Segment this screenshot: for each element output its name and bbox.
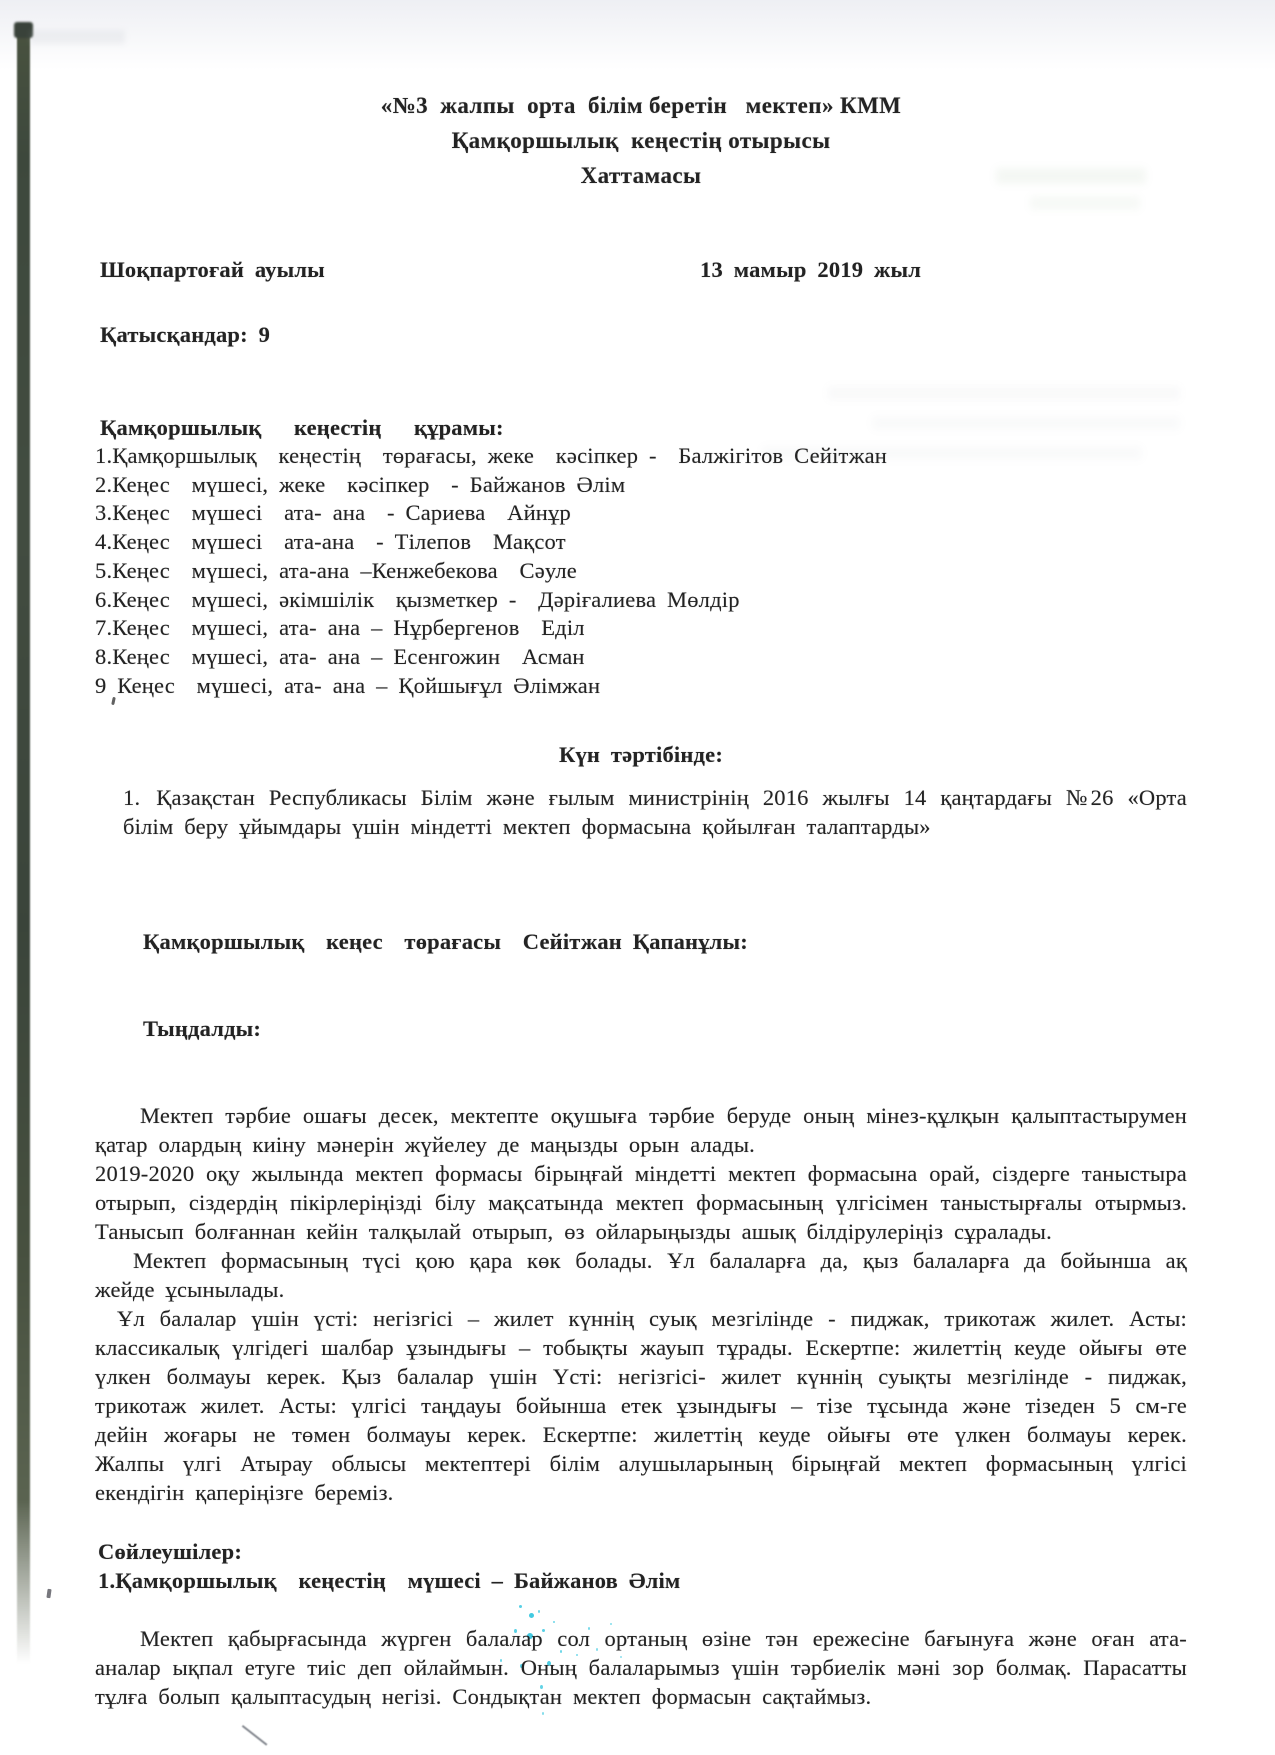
council-composition-heading: Қамқоршылық кеңестің құрамы:: [100, 415, 504, 440]
title-line-1: «№3 жалпы орта білім беретін мектеп» КММ: [380, 93, 902, 118]
member-item: 9 Кеңес мүшесі, ата- ана – Қойшығұл Әлімжан: [95, 672, 601, 698]
member-item: 8.Кеңес мүшесі, ата- ана – Есенгожин Асман: [95, 643, 585, 669]
session-paragraph-1: Мектеп тәрбие ошағы десек, мектепте оқушыға тәрбие беруде оның мінез-құлқын қалыптастырумен қатар олардың киіну мәнерін жүйелеу де маңызды орын алады.: [95, 1103, 1187, 1158]
scan-edge-strip: [17, 24, 30, 1664]
chairman-heading: Қамқоршылық кеңес төрағасы Сейітжан Қапанұлы:: [143, 929, 748, 955]
speaker-1-name-line: 1.Қамқоршылық кеңестің мүшесі – Байжанов Әлім: [98, 1568, 681, 1594]
scan-edge-strip-head: [14, 22, 33, 38]
chairman-block: [143, 869, 1187, 1101]
agenda-item-1: [123, 783, 1187, 841]
member-item: 7.Кеңес мүшесі, ата- ана – Нұрбергенов Еділ: [95, 615, 585, 641]
member-item: 4.Кеңес мүшесі ата-ана - Тілепов Мақсот: [95, 529, 566, 555]
member-item: 5.Кеңес мүшесі, ата-ана –Кенжебекова Сәуле: [95, 557, 577, 583]
title-line-3: Хаттамасы: [580, 163, 702, 188]
document-title-block: [95, 88, 1187, 193]
pen-stroke-mark: [242, 1725, 268, 1746]
session-paragraph-2: 2019-2020 оқу жылында мектеп формасы бірыңғай міндетті мектеп формасына орай, сіздерге таныстыра отырып, сіздердің пікірлеріңізді білу мақсатында мектеп формасының үлгісімен таныстырғалы отырмыз. Танысып болғаннан кейін талқылай отырып, өз ойларыңызды ашық білдірулеріңіз сұралады.: [95, 1161, 1187, 1245]
title-line-2: Қамқоршылық кеңестің отырысы: [451, 128, 831, 153]
member-item: 2.Кеңес мүшесі, жеке кәсіпкер - Байжанов Әлім: [95, 471, 626, 497]
council-members-list: [95, 442, 1187, 700]
document-date: 13 мамыр 2019 жыл: [700, 257, 922, 282]
participants-count: Қатысқандар: 9: [100, 322, 271, 347]
place-name: Шоқпартоғай ауылы: [100, 257, 325, 282]
speakers-heading: Сөйлеушілер:: [98, 1539, 243, 1565]
agenda-item-text: Қазақстан Республикасы Білім және ғылым министрінің 2016 жылғы 14 қаңтардағы №26 «Орта білім беру ұйымдары үшін міндетті мектеп формасына қойылған талаптарды»: [123, 785, 1187, 840]
session-paragraph-4: Ұл балалар үшін үсті: негізгісі – жилет күннің суық мезгілінде - пиджак, трикотаж жилет. Асты: классикалық үлгідегі шалбар ұзындығы – тобықты жауып тұрады. Ескертпе: жилеттің кеуде ойығы өте үлкен болмауы керек. Қыз балалар үшін Үсті: негізгісі- жилет күннің суықты мезгілінде - пиджак, трикотаж жилет. Асты: үлгісі таңдауы бойынша етек ұзындығы – тізе тұсында және тізеден 5 см-ге дейін жоғары не төмен болмауы керек. Ескертпе: жилеттің кеуде ойығы өте үлкен болмауы керек. Жалпы үлгі Атырау облысы мектептері білім алушыларының бірыңғай мектеп формасының үлгісі екендігін қаперіңізге береміз.: [95, 1306, 1187, 1506]
agenda-item-number: 1.: [123, 785, 141, 811]
member-item: 3.Кеңес мүшесі ата- ана - Сариева Айнұр: [95, 500, 571, 526]
stray-speck: [46, 1589, 51, 1598]
member-item: 6.Кеңес мүшесі, әкімшілік қызметкер - Дәріғалиева Мөлдір: [95, 586, 740, 612]
place-date-row: [95, 255, 1187, 284]
speaker-1-speech: Мектеп қабырғасында жүрген балалар сол ортаның өзіне тән ережесіне бағынуға және оған ата-аналар ықпал етуге тиіс деп ойлаймын. Оның балаларымыз үшін тәрбиелік мәні зор болмақ. Парасатты тұлға болып қалыптасудың негізі. Сондықтан мектеп формасын сақтаймыз.: [95, 1626, 1187, 1710]
agenda-heading: Күн тәртібінде:: [558, 742, 724, 768]
session-paragraph-3: Мектеп формасының түсі қою қара көк болады. Ұл балаларға да, қыз балаларға да бойынша ақ жейде ұсынылады.: [95, 1248, 1187, 1303]
member-item: 1.Қамқоршылық кеңестің төрағасы, жеке кәсіпкер - Балжігітов Сейітжан: [95, 443, 888, 468]
heard-label: Тыңдалды:: [143, 1016, 262, 1042]
document-content: [95, 0, 1187, 1711]
